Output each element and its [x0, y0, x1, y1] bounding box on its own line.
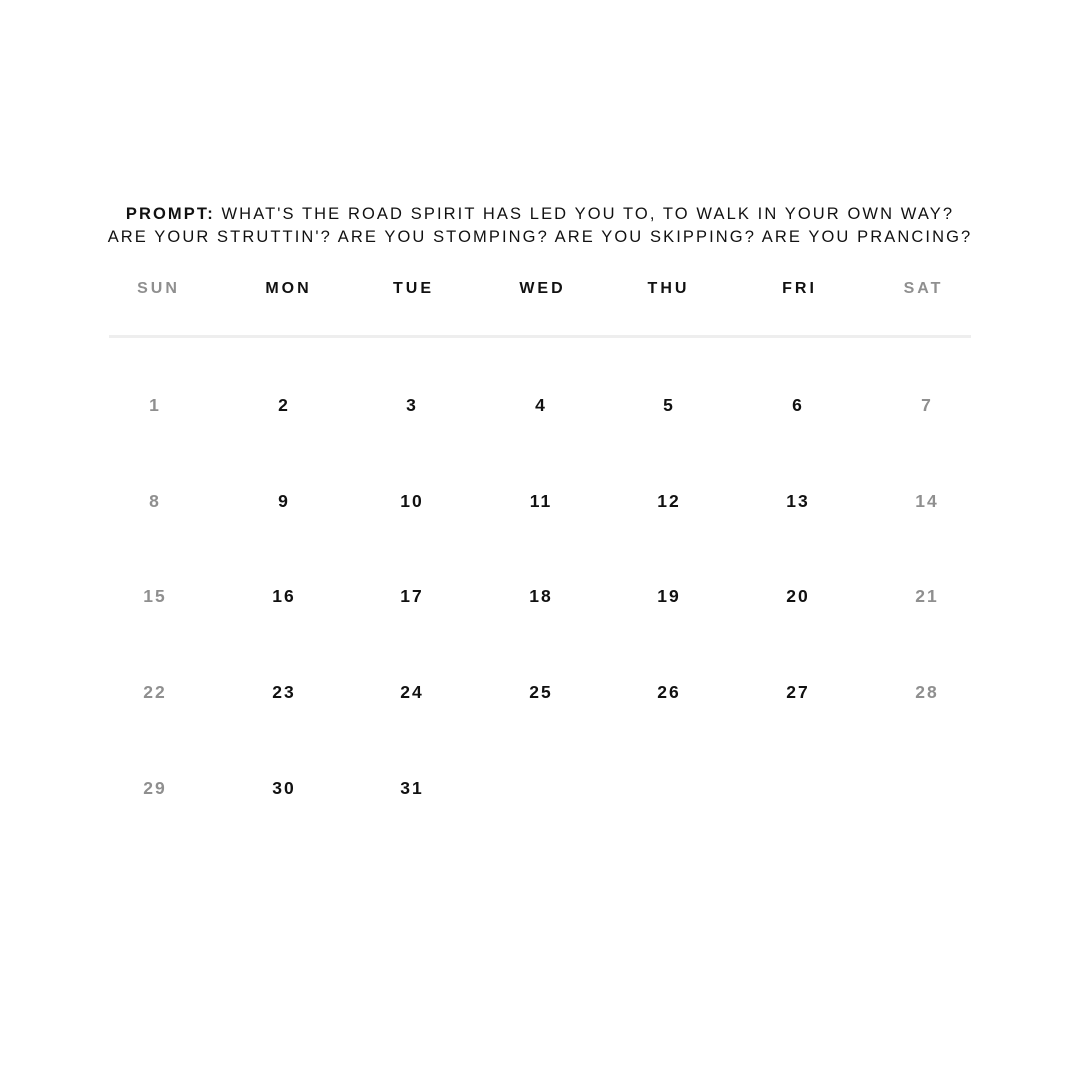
weekday-thu: THU — [647, 280, 690, 297]
weekday-wed: WED — [519, 280, 566, 297]
date-cell: 19 — [657, 586, 681, 606]
date-cell: 5 — [663, 395, 675, 415]
date-cell: 10 — [400, 491, 424, 511]
date-cell: 8 — [149, 491, 161, 511]
prompt-label: PROMPT: — [125, 205, 215, 223]
weekday-tue: TUE — [393, 280, 434, 297]
date-cell: 7 — [921, 395, 933, 415]
date-cell: 6 — [792, 395, 804, 415]
date-cell: 16 — [272, 586, 296, 606]
date-cell: 11 — [529, 491, 553, 511]
weekday-mon: MON — [265, 280, 312, 297]
date-cell: 13 — [786, 491, 810, 511]
date-cell: 17 — [400, 586, 424, 606]
date-cell: 25 — [529, 682, 553, 702]
weekday-fri: FRI — [782, 280, 817, 297]
date-cell: 18 — [529, 586, 553, 606]
date-cell: 24 — [400, 682, 424, 702]
date-cell: 1 — [149, 395, 161, 415]
date-cell: 23 — [272, 682, 296, 702]
date-cell: 12 — [657, 491, 681, 511]
date-cell: 30 — [272, 778, 296, 798]
prompt-question-1: WHAT'S THE ROAD SPIRIT HAS LED YOU TO, TO WALK IN YOUR OWN WAY? — [221, 205, 955, 223]
date-cell: 26 — [657, 682, 681, 702]
date-cell: 29 — [143, 778, 167, 798]
date-cell: 9 — [278, 491, 290, 511]
date-cell: 2 — [278, 395, 290, 415]
date-cell: 14 — [915, 491, 939, 511]
weekday-sun: SUN — [137, 280, 180, 297]
date-cell: 31 — [400, 778, 424, 798]
date-cell: 28 — [915, 682, 939, 702]
date-cell: 4 — [535, 395, 547, 415]
date-cell: 15 — [143, 586, 167, 606]
weekday-sat: SAT — [903, 280, 944, 297]
prompt-line-2: ARE YOUR STRUTTIN'? ARE YOU STOMPING? ARE YOU SKIPPING? ARE YOU PRANCING? — [107, 228, 973, 246]
date-cell: 3 — [406, 395, 418, 415]
date-cell: 20 — [786, 586, 810, 606]
date-cell: 21 — [915, 586, 939, 606]
date-cell: 27 — [786, 682, 810, 702]
date-cell: 22 — [143, 682, 167, 702]
